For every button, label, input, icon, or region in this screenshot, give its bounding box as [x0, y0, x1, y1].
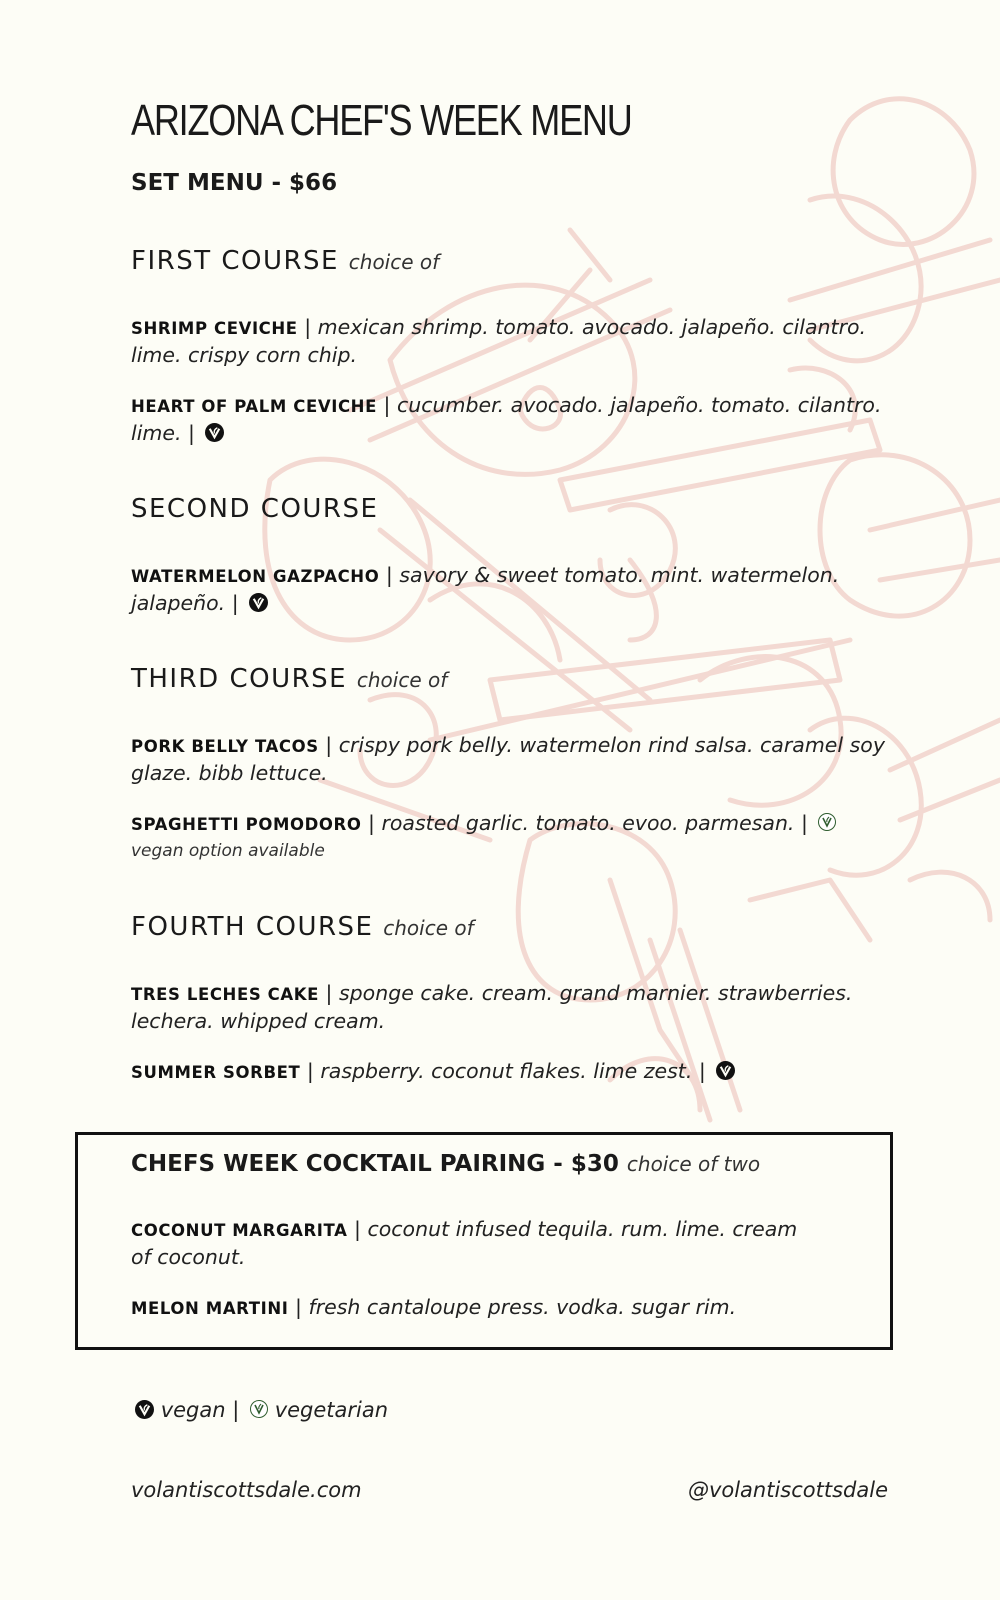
- separator: |: [295, 1295, 302, 1319]
- item-description: raspberry. coconut flakes. lime zest.: [320, 1059, 693, 1083]
- item-name: HEART OF PALM CEVICHE: [131, 397, 377, 416]
- separator: |: [800, 811, 808, 835]
- course-title: THIRD COURSE: [131, 664, 348, 694]
- legend-vegetarian-label: vegetarian: [274, 1398, 389, 1422]
- menu-item-melon-martini: [131, 1294, 911, 1322]
- separator: |: [354, 1217, 361, 1241]
- course-heading-third: [131, 664, 447, 694]
- menu-item-shrimp-ceviche: [131, 314, 911, 369]
- vegetarian-icon: [250, 1400, 268, 1418]
- course-choice-note: choice of: [383, 916, 474, 940]
- item-description: mexican shrimp. tomato. avocado. jalapeño. cilantro. lime. crispy corn chip.: [131, 315, 867, 367]
- item-name: SPAGHETTI POMODORO: [131, 815, 362, 834]
- item-description: fresh cantaloupe press. vodka. sugar rim.: [308, 1295, 737, 1319]
- item-name: COCONUT MARGARITA: [131, 1221, 348, 1240]
- separator: |: [306, 1059, 314, 1083]
- legend-vegan-label: vegan: [160, 1398, 226, 1422]
- course-title: FIRST COURSE: [131, 246, 339, 276]
- item-name: TRES LECHES CAKE: [131, 985, 319, 1004]
- menu-item-pork-belly-tacos: [131, 732, 911, 787]
- course-heading-first: [131, 246, 439, 276]
- item-name: SUMMER SORBET: [131, 1063, 301, 1082]
- course-choice-note: choice of: [348, 250, 440, 274]
- item-name: WATERMELON GAZPACHO: [131, 567, 380, 586]
- menu-item-spaghetti-pomodoro: [131, 810, 911, 865]
- course-title: SECOND COURSE: [131, 494, 379, 524]
- dietary-legend: [131, 1398, 388, 1422]
- item-description: coconut infused tequila. rum. lime. cream of coconut.: [131, 1217, 798, 1269]
- vegan-icon: [249, 593, 268, 612]
- course-choice-note: choice of: [356, 668, 448, 692]
- menu-item-heart-of-palm-ceviche: [131, 392, 911, 447]
- separator: |: [383, 393, 391, 417]
- separator: |: [367, 811, 375, 835]
- course-heading-fourth: [131, 912, 474, 942]
- menu-item-coconut-margarita: [131, 1216, 811, 1271]
- vegan-icon: [716, 1061, 735, 1080]
- menu-item-tres-leches-cake: [131, 980, 911, 1035]
- vegan-icon: [135, 1400, 154, 1419]
- item-description: savory & sweet tomato. mint. watermelon. jalapeño.: [131, 563, 840, 615]
- item-name: MELON MARTINI: [131, 1299, 289, 1318]
- separator: |: [325, 733, 333, 757]
- vegan-icon: [205, 423, 224, 442]
- menu-item-summer-sorbet: [131, 1058, 911, 1086]
- separator: |: [698, 1059, 706, 1083]
- separator: |: [385, 563, 393, 587]
- pairing-choice-note: choice of two: [626, 1152, 761, 1176]
- legend-separator: |: [232, 1398, 240, 1422]
- vegetarian-icon: [818, 813, 836, 831]
- item-description: cucumber. avocado. jalapeño. tomato. cilantro. lime.: [131, 393, 882, 445]
- course-title: FOURTH COURSE: [131, 912, 374, 942]
- cocktail-pairing-heading: [131, 1151, 760, 1177]
- menu-item-watermelon-gazpacho: [131, 562, 911, 617]
- item-name: PORK BELLY TACOS: [131, 737, 319, 756]
- separator: |: [325, 981, 333, 1005]
- separator: |: [231, 591, 239, 615]
- menu-title: ARIZONA CHEF'S WEEK MENU: [131, 96, 632, 145]
- item-name: SHRIMP CEVICHE: [131, 319, 298, 338]
- pairing-title: CHEFS WEEK COCKTAIL PAIRING - $30: [131, 1151, 619, 1177]
- item-note: vegan option available: [131, 841, 325, 861]
- separator: |: [304, 315, 312, 339]
- website-link[interactable]: volantiscottsdale.com: [131, 1478, 362, 1502]
- set-menu-price: SET MENU - $66: [131, 170, 338, 196]
- social-handle[interactable]: @volantiscottsdale: [687, 1478, 888, 1502]
- course-heading-second: [131, 494, 378, 524]
- item-description: roasted garlic. tomato. evoo. parmesan.: [381, 811, 795, 835]
- item-description: sponge cake. cream. grand marnier. strawberries. lechera. whipped cream.: [131, 981, 853, 1033]
- separator: |: [188, 421, 195, 445]
- item-description: crispy pork belly. watermelon rind salsa. caramel soy glaze. bibb lettuce.: [131, 733, 885, 785]
